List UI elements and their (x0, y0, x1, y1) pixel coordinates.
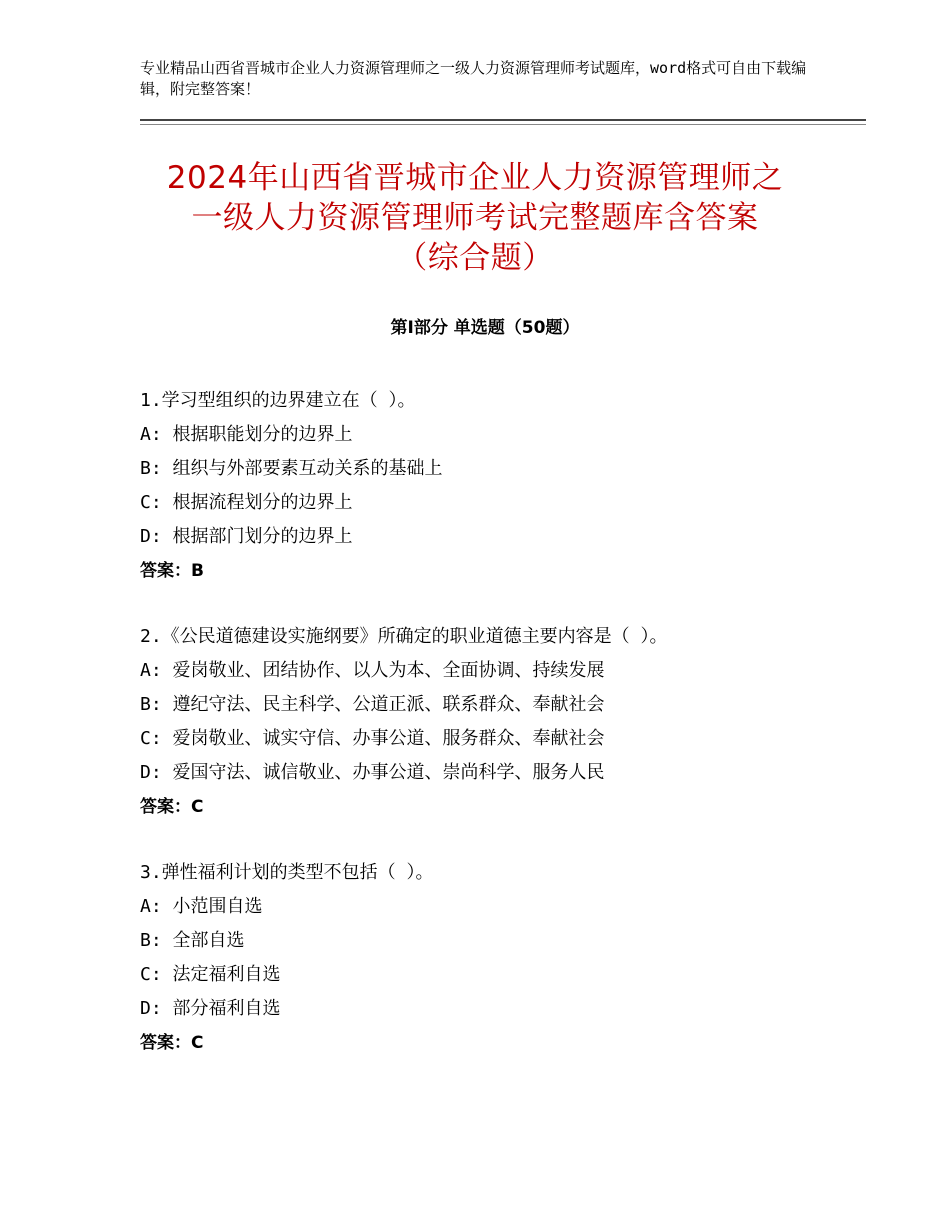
answer-text: 答案：C (140, 797, 204, 817)
question-text: 2.《公民道德建设实施纲要》所确定的职业道德主要内容是（ ）。 (140, 626, 668, 647)
section-heading: 第Ⅰ部分 单选题（50题） (390, 318, 580, 338)
option-d: D: 根据部门划分的边界上 (140, 526, 353, 547)
title-line-3: （综合题） (396, 240, 554, 276)
option-b: B: 全部自选 (140, 930, 245, 951)
header-note: 专业精品山西省晋城市企业人力资源管理师之一级人力资源管理师考试题库，word格式可自由下载编辑，附完整答案！ (140, 59, 807, 98)
header-divider-thin (140, 124, 866, 125)
option-b: B: 遵纪守法、民主科学、公道正派、联系群众、奉献社会 (140, 694, 605, 715)
question-item (140, 856, 840, 1060)
title-line-2: 一级人力资源管理师考试完整题库含答案 (191, 200, 759, 236)
question-list (140, 384, 840, 1092)
answer-text: 答案：B (140, 561, 204, 581)
option-b: B: 组织与外部要素互动关系的基础上 (140, 458, 443, 479)
option-c: C: 法定福利自选 (140, 964, 281, 985)
option-a: A: 爱岗敬业、团结协作、以人为本、全面协调、持续发展 (140, 660, 605, 681)
header-divider-thick (140, 119, 866, 121)
option-c: C: 爱岗敬业、诚实守信、办事公道、服务群众、奉献社会 (140, 728, 605, 749)
answer-text: 答案：C (140, 1033, 204, 1053)
question-item (140, 384, 840, 588)
option-c: C: 根据流程划分的边界上 (140, 492, 353, 513)
option-a: A: 小范围自选 (140, 896, 263, 917)
option-a: A: 根据职能划分的边界上 (140, 424, 353, 445)
question-item (140, 620, 840, 824)
question-text: 1.学习型组织的边界建立在（ ）。 (140, 390, 416, 411)
option-d: D: 爱国守法、诚信敬业、办事公道、崇尚科学、服务人民 (140, 762, 605, 783)
title-line-1: 2024年山西省晋城市企业人力资源管理师之 (166, 160, 784, 196)
option-d: D: 部分福利自选 (140, 998, 281, 1019)
document-title (120, 158, 830, 278)
question-text: 3.弹性福利计划的类型不包括（ ）。 (140, 862, 434, 883)
